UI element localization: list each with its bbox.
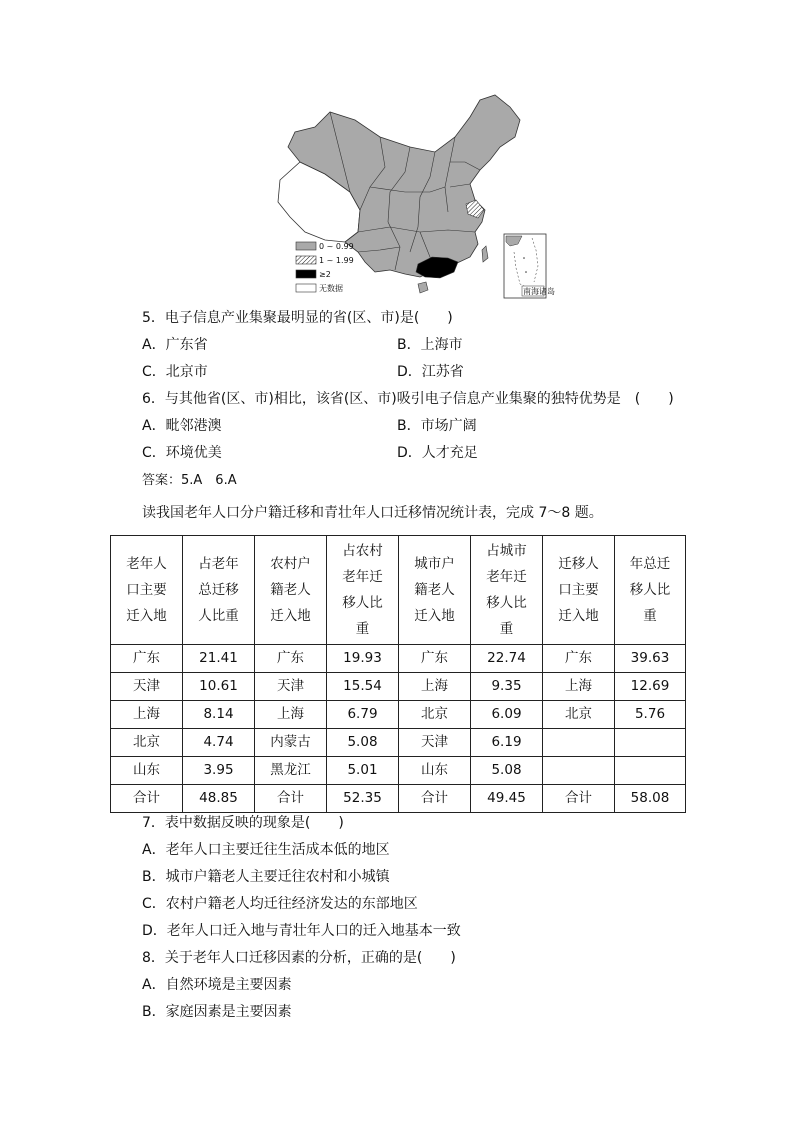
table-row — [111, 757, 686, 785]
legend-swatch-3 — [296, 284, 316, 292]
q7-option-c: C．农村户籍老人均迁往经济发达的东部地区 — [142, 896, 418, 912]
q6-option-c: C．环境优美 — [142, 445, 222, 461]
table-cell — [615, 757, 686, 785]
q8-option-a: A．自然环境是主要因素 — [142, 977, 292, 993]
legend-swatch-0 — [296, 242, 316, 250]
table-cell: 广东 — [399, 645, 471, 673]
q6-stem: 6．与其他省(区、市)相比，该省(区、市)吸引电子信息产业集聚的独特优势是 ( ) — [142, 391, 674, 407]
q8-stem: 8．关于老年人口迁移因素的分析，正确的是( ) — [142, 950, 456, 966]
legend-label-3: 无数据 — [319, 284, 343, 293]
q5-option-d: D．江苏省 — [397, 364, 464, 380]
legend-label-0: 0 ~ 0.99 — [319, 242, 354, 251]
table-cell: 上海 — [255, 701, 327, 729]
table-cell: 天津 — [255, 673, 327, 701]
table-row — [111, 645, 686, 673]
table-cell: 4.74 — [183, 729, 255, 757]
table-cell: 上海 — [543, 673, 615, 701]
legend-label-2: ≥2 — [319, 270, 331, 279]
inset-label: 南海诸岛 — [523, 287, 555, 296]
table-cell: 黑龙江 — [255, 757, 327, 785]
table-cell: 6.09 — [471, 701, 543, 729]
table-cell: 上海 — [111, 701, 183, 729]
table-cell: 北京 — [543, 701, 615, 729]
table-cell: 9.35 — [471, 673, 543, 701]
table-cell: 19.93 — [327, 645, 399, 673]
table-cell: 39.63 — [615, 645, 686, 673]
table-cell: 广东 — [255, 645, 327, 673]
table-cell: 5.76 — [615, 701, 686, 729]
table-cell: 3.95 — [183, 757, 255, 785]
table-cell: 5.08 — [471, 757, 543, 785]
table-header-cell: 占老年总迁移人比重 — [183, 536, 255, 645]
table-cell: 上海 — [399, 673, 471, 701]
table-cell: 北京 — [111, 729, 183, 757]
legend-label-1: 1 ~ 1.99 — [319, 256, 354, 265]
table-cell: 52.35 — [327, 785, 399, 813]
table-cell: 58.08 — [615, 785, 686, 813]
table-cell: 天津 — [111, 673, 183, 701]
map-region-hainan — [418, 282, 428, 293]
table-cell: 6.19 — [471, 729, 543, 757]
table-cell: 合计 — [111, 785, 183, 813]
migration-table — [110, 535, 686, 813]
table-cell: 广东 — [111, 645, 183, 673]
table-cell: 内蒙古 — [255, 729, 327, 757]
table-cell: 山东 — [111, 757, 183, 785]
table-cell: 山东 — [399, 757, 471, 785]
q7-option-a: A．老年人口主要迁往生活成本低的地区 — [142, 842, 390, 858]
answer-line: 答案：5.A 6.A — [142, 473, 237, 488]
table-cell — [615, 729, 686, 757]
q5-option-a: A．广东省 — [142, 337, 208, 353]
table-cell: 5.01 — [327, 757, 399, 785]
table-cell: 21.41 — [183, 645, 255, 673]
table-header-cell: 城市户籍老人迁入地 — [399, 536, 471, 645]
q8-option-b: B．家庭因素是主要因素 — [142, 1004, 292, 1020]
table-row — [111, 701, 686, 729]
table-cell: 合计 — [399, 785, 471, 813]
table-cell: 15.54 — [327, 673, 399, 701]
table-header-cell: 占农村老年迁移人比重 — [327, 536, 399, 645]
legend-swatch-1 — [296, 256, 316, 264]
china-map-figure — [270, 92, 560, 302]
table-header-cell: 年总迁移人比重 — [615, 536, 686, 645]
table-cell: 48.85 — [183, 785, 255, 813]
table-total-row — [111, 785, 686, 813]
table-header-cell: 占城市老年迁移人比重 — [471, 536, 543, 645]
table-cell: 49.45 — [471, 785, 543, 813]
q6-option-b: B．市场广阔 — [397, 418, 477, 434]
legend-swatch-2 — [296, 270, 316, 278]
q7-option-b: B．城市户籍老人主要迁往农村和小城镇 — [142, 869, 390, 885]
table-cell: 天津 — [399, 729, 471, 757]
q5-stem: 5．电子信息产业集聚最明显的省(区、市)是( ) — [142, 310, 453, 326]
south-china-sea-inset — [504, 234, 555, 298]
q7-option-d: D．老年人口迁入地与青壮年人口的迁入地基本一致 — [142, 923, 461, 939]
q6-option-d: D．人才充足 — [397, 445, 478, 461]
q5-option-c: C．北京市 — [142, 364, 208, 380]
table-header-cell: 迁移人口主要迁入地 — [543, 536, 615, 645]
table-row — [111, 673, 686, 701]
table-intro: 读我国老年人口分户籍迁移和青壮年人口迁移情况统计表，完成 7～8 题。 — [142, 505, 603, 521]
q6-option-a: A．毗邻港澳 — [142, 418, 222, 434]
table-cell: 22.74 — [471, 645, 543, 673]
table-cell: 5.08 — [327, 729, 399, 757]
table-cell — [543, 729, 615, 757]
table-cell: 8.14 — [183, 701, 255, 729]
q5-option-b: B．上海市 — [397, 337, 463, 353]
table-cell: 北京 — [399, 701, 471, 729]
table-cell: 6.79 — [327, 701, 399, 729]
table-header-row — [111, 536, 686, 645]
table-cell: 合计 — [543, 785, 615, 813]
table-cell: 12.69 — [615, 673, 686, 701]
map-legend — [296, 242, 354, 293]
table-cell: 10.61 — [183, 673, 255, 701]
q7-stem: 7．表中数据反映的现象是( ) — [142, 815, 344, 831]
table-cell: 合计 — [255, 785, 327, 813]
map-region-taiwan — [482, 246, 488, 262]
table-row — [111, 729, 686, 757]
table-header-cell: 老年人口主要迁入地 — [111, 536, 183, 645]
table-cell: 广东 — [543, 645, 615, 673]
china-map — [270, 92, 560, 302]
table-cell — [543, 757, 615, 785]
table-header-cell: 农村户籍老人迁入地 — [255, 536, 327, 645]
